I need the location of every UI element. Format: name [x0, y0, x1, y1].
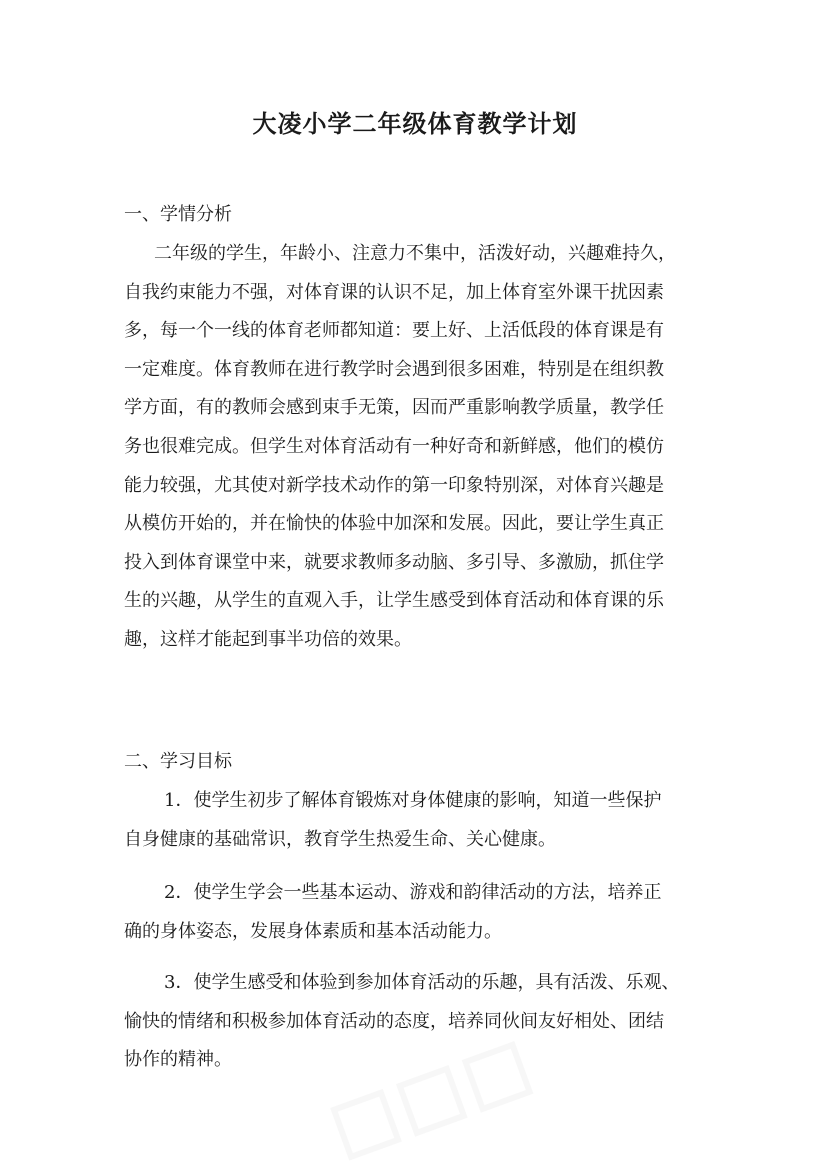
text-line: 协作的精神。 [124, 1049, 232, 1071]
text-line: 愉快的情绪和积极参加体育活动的态度，培养同伙间友好相处、团结 [124, 1010, 664, 1032]
text-line: 生的兴趣，从学生的直观入手，让学生感受到体育活动和体育课的乐 [124, 590, 664, 612]
text-line: 投入到体育课堂中来，就要求教师多动脑、多引导、多激励，抓住学 [124, 551, 664, 573]
text-line: 一定难度。体育教师在进行教学时会遇到很多困难，特别是在组织教 [124, 358, 664, 380]
text-line: 趣，这样才能起到事半功倍的效果。 [124, 628, 412, 650]
text-line: 自我约束能力不强，对体育课的认识不足，加上体育室外课干扰因素 [124, 281, 664, 303]
page-title: 大凌小学二年级体育教学计划 [252, 110, 578, 138]
text-line: 从模仿开始的，并在愉快的体验中加深和发展。因此，要让学生真正 [124, 513, 664, 535]
paragraph-goal-1 [124, 782, 712, 859]
watermark-graphic [300, 1040, 600, 1174]
text-line: 学方面，有的教师会感到束手无策，因而严重影响教学质量，教学任 [124, 397, 664, 419]
text-line: 能力较强，尤其使对新学技术动作的第一印象特别深，对体育兴趣是 [124, 474, 664, 496]
text-line: 1．使学生初步了解体育锻炼对身体健康的影响，知道一些保护 [164, 790, 662, 811]
paragraph-goal-2 [124, 874, 712, 951]
text-line: 多，每一个一线的体育老师都知道：要上好、上活低段的体育课是有 [124, 320, 664, 342]
text-line: 二年级的学生，年龄小、注意力不集中，活泼好动，兴趣难持久， [154, 243, 676, 264]
text-line: 自身健康的基础常识，教育学生热爱生命、关心健康。 [124, 828, 556, 850]
section-heading-analysis: 一、学情分析 [124, 204, 232, 225]
section-heading-goals: 二、学习目标 [124, 751, 232, 772]
text-line: 务也很难完成。但学生对体育活动有一种好奇和新鲜感，他们的模仿 [124, 435, 664, 457]
text-line: 3．使学生感受和体验到参加体育活动的乐趣，具有活泼、乐观、 [164, 972, 680, 993]
text-line: 确的身体姿态，发展身体素质和基本活动能力。 [124, 920, 502, 942]
text-line: 2．使学生学会一些基本运动、游戏和韵律活动的方法，培养正 [164, 882, 662, 903]
paragraph-analysis [124, 235, 712, 660]
